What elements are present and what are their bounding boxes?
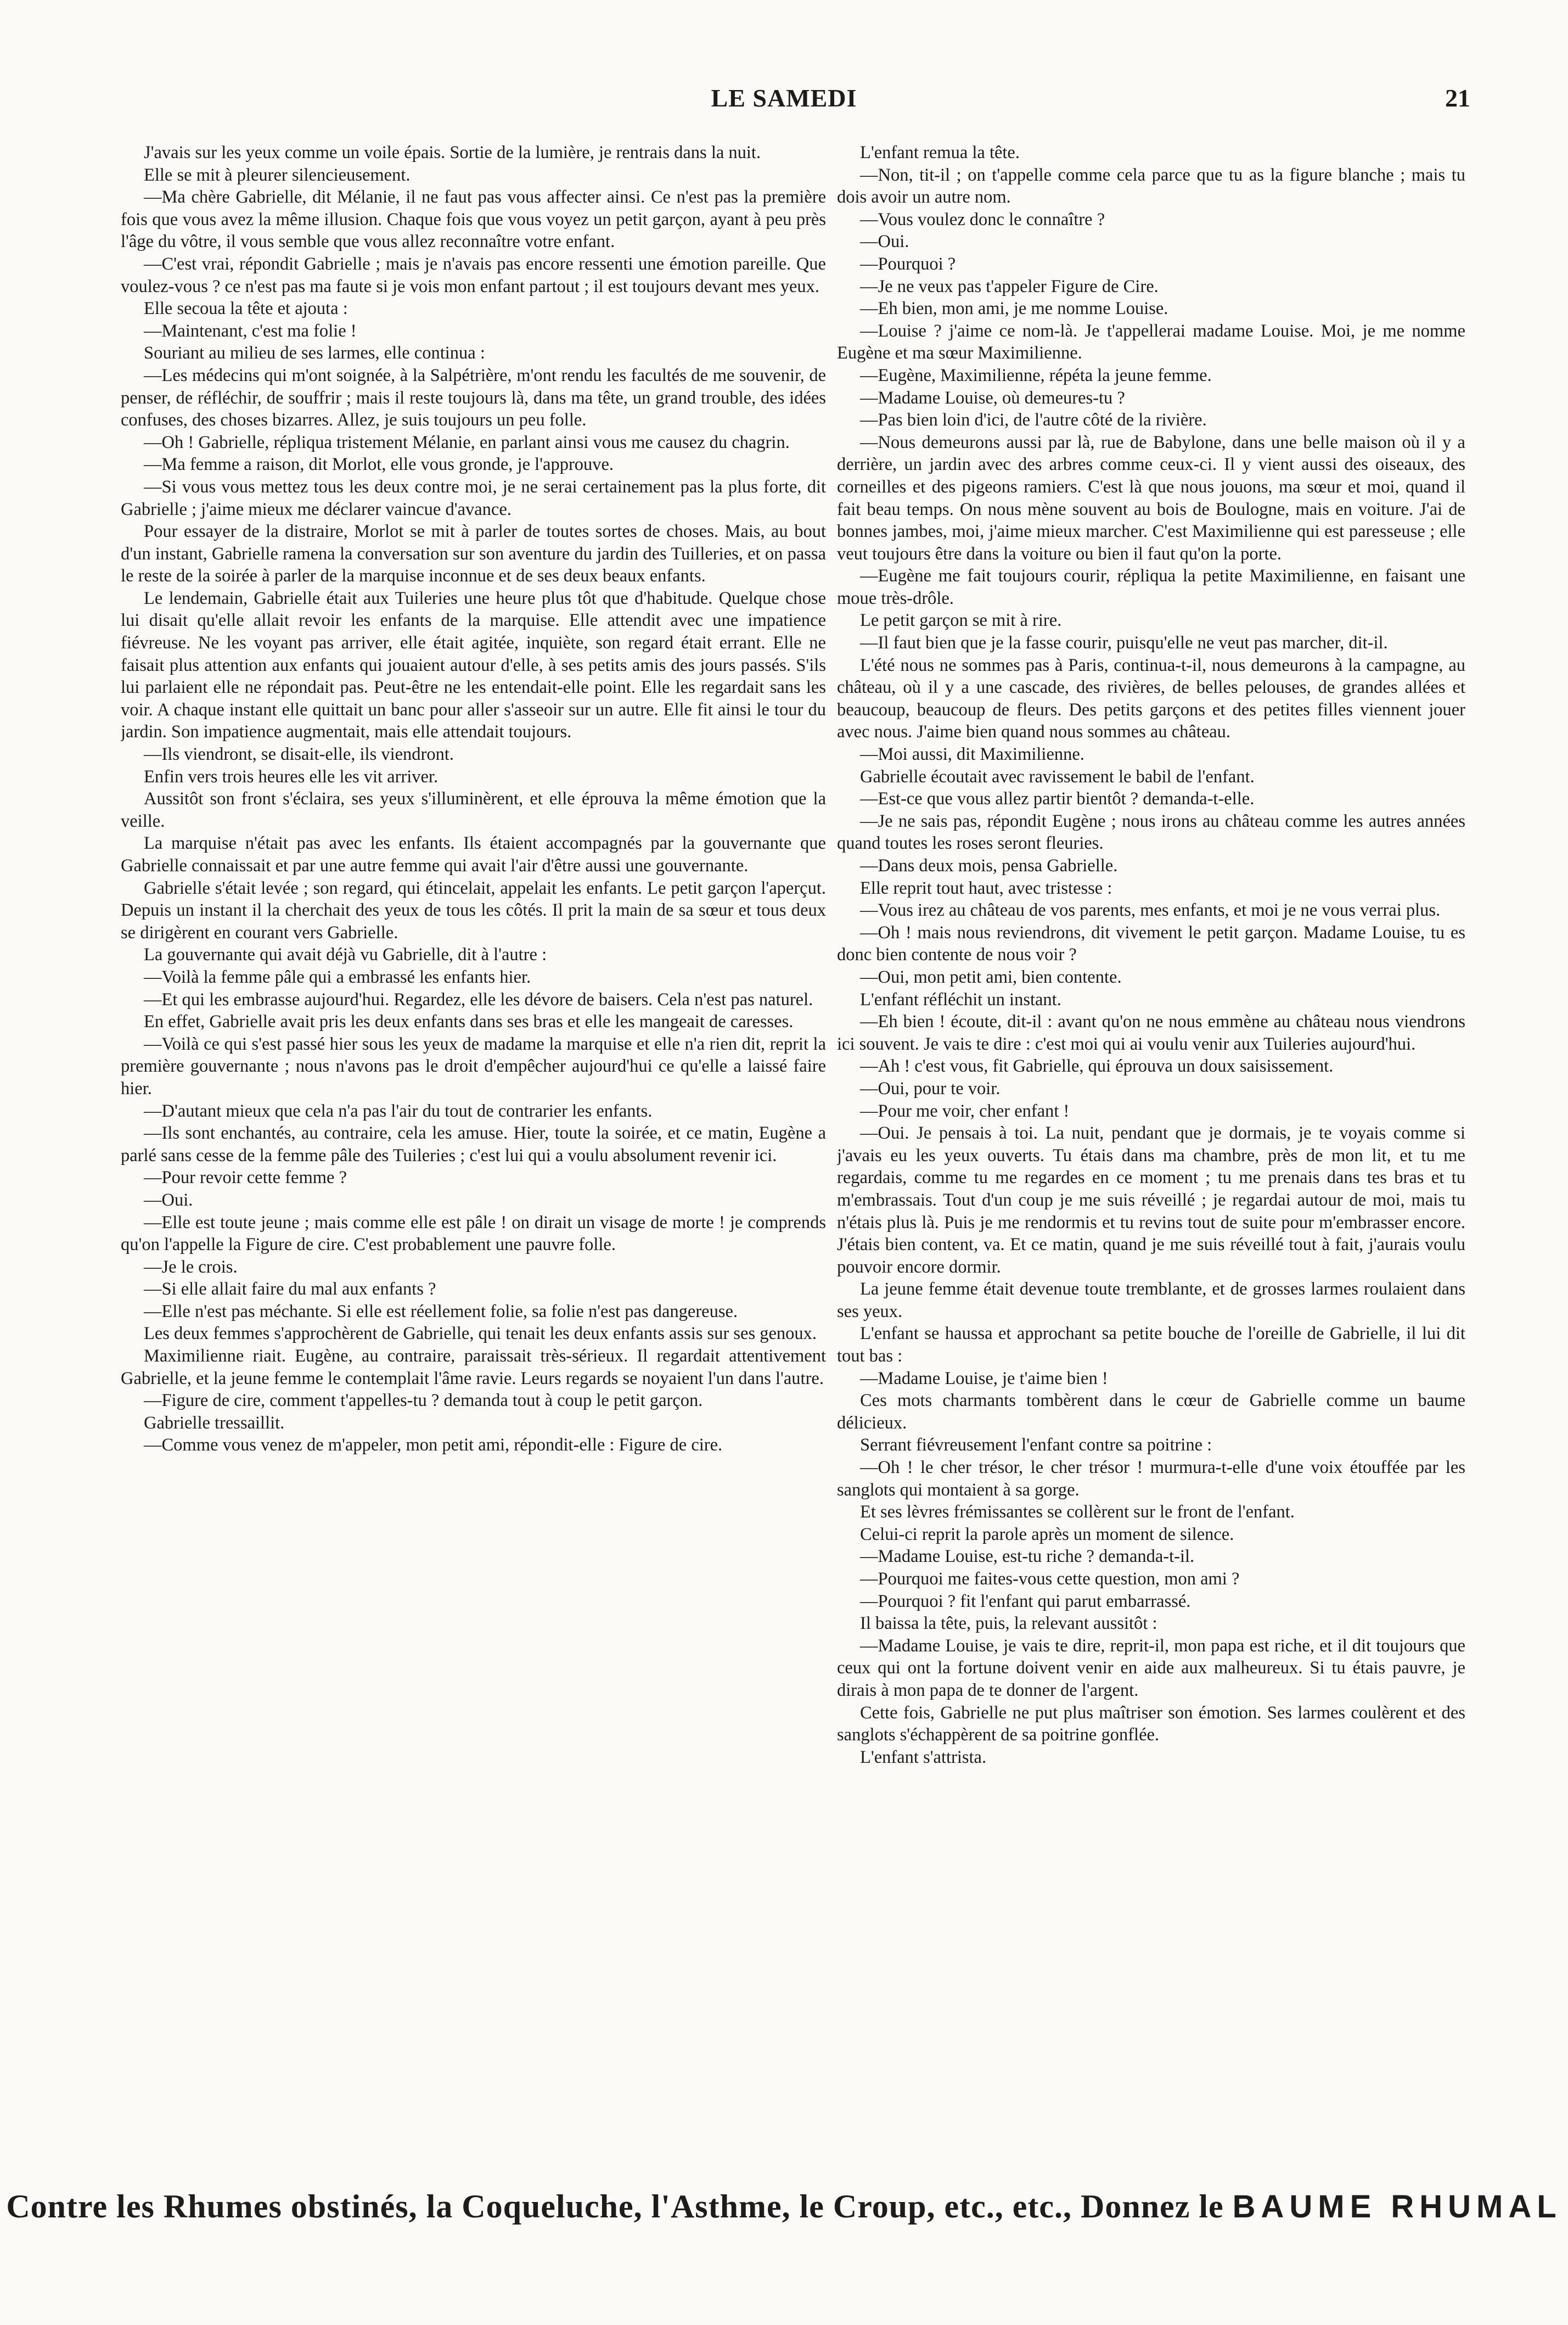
paragraph: —Moi aussi, dit Maximilienne.: [860, 744, 1084, 765]
paragraph: —Les médecins qui m'ont soignée, à la Salpétrière, m'ont rendu les facultés de me souvenir, de penser, de réfléchir, de souffrir ; mais il reste toujours là, dans ma tête, un grand trouble, des idées confuses, des choses bizarres. Allez, je suis toujours un peu folle.: [121, 365, 826, 430]
paragraph: L'enfant se haussa et approchant sa petite bouche de l'oreille de Gabrielle, il lui dit tout bas :: [837, 1324, 1465, 1366]
paragraph: —Vous voulez donc le connaître ?: [860, 209, 1105, 229]
paragraph: —Nous demeurons aussi par là, rue de Babylone, dans une belle maison où il y a derrière, un jardin avec des arbres comme ceux-ci. Il y vient aussi des oiseaux, des corneilles et des pigeons ramiers. C'est là que nous jouons, ma sœur et moi, quand il fait beau temps. On nous mène souvent au bois de Boulogne, mais en voiture. J'ai de bonnes jambes, moi, j'aime mieux marcher. C'est Maximilienne qui est paresseuse ; elle veut toujours être dans la voiture ou bien il faut qu'on la porte.: [837, 432, 1465, 564]
paragraph: Aussitôt son front s'éclaira, ses yeux s'illuminèrent, et elle éprouva la même émotion que la veille.: [121, 789, 826, 831]
paragraph: —Pour me voir, cher enfant !: [860, 1101, 1070, 1121]
paragraph: L'enfant remua la tête.: [860, 143, 1020, 163]
paragraph: Enfin vers trois heures elle les vit arriver.: [144, 766, 439, 787]
paragraph: Le lendemain, Gabrielle était aux Tuileries une heure plus tôt que d'habitude. Quelque chose lui disait qu'elle allait revoir les enfants de la marquise. Elle attendit avec une impatience fiévreuse. Ne les voyant pas arriver, elle était agitée, inquiète, son regard était errant. Elle ne faisait plus attention aux enfants qui jouaient autour d'elle, à ses petits amis des jours passés. S'ils lui parlaient elle ne répondait pas. Peut-être ne les entendait-elle point. Elle les regardait sans les voir. A chaque instant elle quittait un banc pour aller s'asseoir sur un autre. Elle fit ainsi le tour du jardin. Son impatience augmentait, mais elle attendait toujours.: [121, 588, 826, 742]
running-title: LE SAMEDI: [711, 84, 857, 112]
paragraph: —Comme vous venez de m'appeler, mon petit ami, répondit-elle : Figure de cire.: [144, 1435, 723, 1455]
paragraph: Les deux femmes s'approchèrent de Gabrielle, qui tenait les deux enfants assis sur ses genoux.: [144, 1324, 817, 1344]
paragraph: La jeune femme était devenue toute tremblante, et de grosses larmes roulaient dans ses yeux.: [837, 1279, 1465, 1321]
advertisement-text: Contre les Rhumes obstinés, la Coqueluche, l'Asthme, le Croup, etc., etc., Donnez le: [6, 2188, 1224, 2225]
paragraph: —Eugène me fait toujours courir, répliqua la petite Maximilienne, en faisant une moue très-drôle.: [837, 566, 1465, 608]
paragraph: L'été nous ne sommes pas à Paris, continua-t-il, nous demeurons à la campagne, au château, où il y a une cascade, des rivières, de belles pelouses, de grandes allées et beaucoup, beaucoup de fleurs. Des petits garçons et des petites filles viennent jouer avec nous. J'aime bien quand nous sommes au château.: [837, 655, 1465, 742]
paragraph: Ces mots charmants tombèrent dans le cœur de Gabrielle comme un baume délicieux.: [837, 1391, 1465, 1433]
paragraph: Celui-ci reprit la parole après un moment de silence.: [860, 1524, 1234, 1544]
paragraph: —Voilà ce qui s'est passé hier sous les yeux de madame la marquise et elle n'a rien dit, reprit la première gouvernante ; nous n'avons pas le droit d'empêcher aujourd'hui ce qu'elle a laissé faire hier.: [121, 1034, 826, 1099]
paragraph: En effet, Gabrielle avait pris les deux enfants dans ses bras et elle les mangeait de caresses.: [144, 1012, 794, 1032]
paragraph: —Oui, pour te voir.: [860, 1078, 1001, 1099]
paragraph: —Ma femme a raison, dit Morlot, elle vous gronde, je l'approuve.: [144, 455, 614, 475]
paragraph: —Maintenant, c'est ma folie !: [144, 321, 357, 341]
paragraph: —Elle est toute jeune ; mais comme elle est pâle ! on dirait un visage de morte ! je comprends qu'on l'appelle la Figure de cire. C'est probablement une pauvre folle.: [121, 1212, 826, 1255]
paragraph: —Pourquoi me faites-vous cette question, mon ami ?: [860, 1569, 1240, 1589]
paragraph: Pour essayer de la distraire, Morlot se mit à parler de toutes sortes de choses. Mais, au bout d'un instant, Gabrielle ramena la conversation sur son aventure du jardin des Tuilleries, et on passa le reste de la soirée à parler de la marquise inconnue et de ses deux beaux enfants.: [121, 522, 826, 586]
paragraph: —Oui.: [860, 232, 909, 252]
paragraph: L'enfant réfléchit un instant.: [860, 989, 1061, 1010]
paragraph: Et ses lèvres frémissantes se collèrent sur le front de l'enfant.: [860, 1502, 1295, 1522]
paragraph: —Je le crois.: [144, 1257, 238, 1277]
paragraph: —D'autant mieux que cela n'a pas l'air du tout de contrarier les enfants.: [144, 1101, 653, 1121]
paragraph: —Oh ! Gabrielle, répliqua tristement Mélanie, en parlant ainsi vous me causez du chagrin.: [144, 432, 790, 452]
paragraph: —Ah ! c'est vous, fit Gabrielle, qui éprouva un doux saisissement.: [860, 1056, 1334, 1077]
paragraph: —Madame Louise, je vais te dire, reprit-il, mon papa est riche, et il dit toujours que ceux qui ont la fortune doivent venir en aide aux malheureux. Si tu étais pauvre, je dirais à mon papa de te donner de l'argent.: [837, 1635, 1465, 1700]
paragraph: —Ils viendront, se disait-elle, ils viendront.: [144, 744, 454, 765]
paragraph: —Oui. Je pensais à toi. La nuit, pendant que je dormais, je te voyais comme si j'avais eu les yeux ouverts. Tu étais dans ma chambre, près de mon lit, et tu me regardais, comme tu me regardes en ce moment ; tu me prenais dans tes bras et tu m'embrassais. Tout d'un coup je me suis réveillé ; je regardai autour de moi, mais tu n'étais plus là. Puis je me rendormis et tu revins tout de suite pour m'embrasser encore. J'étais bien content, va. Et ce matin, quand je me suis réveillé tout à fait, j'aurais voulu pouvoir encore dormir.: [837, 1123, 1465, 1277]
paragraph: —Pourquoi ?: [860, 254, 956, 274]
paragraph: —Et qui les embrasse aujourd'hui. Regardez, elle les dévore de baisers. Cela n'est pas naturel.: [144, 989, 813, 1010]
paragraph: —Ils sont enchantés, au contraire, cela les amuse. Hier, toute la soirée, et ce matin, Eugène a parlé sans cesse de la femme pâle des Tuileries ; c'est lui qui a voulu absolument revenir ici.: [121, 1123, 826, 1166]
paragraph: —Madame Louise, est-tu riche ? demanda-t-il.: [860, 1547, 1195, 1567]
paragraph: Il baissa la tête, puis, la relevant aussitôt :: [860, 1614, 1157, 1634]
paragraph: Souriant au milieu de ses larmes, elle continua :: [144, 343, 485, 363]
paragraph: —Dans deux mois, pensa Gabrielle.: [860, 856, 1118, 876]
paragraph: —Pas bien loin d'ici, de l'autre côté de la rivière.: [860, 410, 1207, 430]
paragraph: —Eugène, Maximilienne, répéta la jeune femme.: [860, 365, 1212, 385]
paragraph: —Oh ! mais nous reviendrons, dit vivement le petit garçon. Madame Louise, tu es donc bien contente de nous voir ?: [837, 922, 1465, 965]
paragraph: Gabrielle s'était levée ; son regard, qui étincelait, appelait les enfants. Le petit garçon l'aperçut. Depuis un instant il la cherchait des yeux de tous les côtés. Il prit la main de sa sœur et tous deux se dirigèrent en courant vers Gabrielle.: [121, 878, 826, 943]
paragraph: —C'est vrai, répondit Gabrielle ; mais je n'avais pas encore ressenti une émotion pareille. Que voulez-vous ? ce n'est pas ma faute si je vois mon enfant partout ; il est toujours devant mes yeux.: [121, 254, 826, 296]
paragraph: Maximilienne riait. Eugène, au contraire, paraissait très-sérieux. Il regardait attentivement Gabrielle, et la jeune femme le contemplait l'âme ravie. Leurs regards se noyaient l'un dans l'autre.: [121, 1346, 826, 1388]
paragraph: —Je ne veux pas t'appeler Figure de Cire.: [860, 276, 1159, 296]
paragraph: Elle secoua la tête et ajouta :: [144, 299, 348, 319]
paragraph: —Est-ce que vous allez partir bientôt ? demanda-t-elle.: [860, 789, 1255, 809]
paragraph: Serrant fiévreusement l'enfant contre sa poitrine :: [860, 1435, 1212, 1455]
page-header: [0, 0, 1568, 132]
paragraph: —Madame Louise, je t'aime bien !: [860, 1368, 1108, 1388]
page-number: 21: [1445, 84, 1470, 112]
paragraph: —Oui.: [144, 1190, 193, 1210]
paragraph: —Non, tit-il ; on t'appelle comme cela parce que tu as la figure blanche ; mais tu dois avoir un autre nom.: [837, 165, 1465, 208]
paragraph: —Louise ? j'aime ce nom-là. Je t'appellerai madame Louise. Moi, je me nomme Eugène et ma sœur Maximilienne.: [837, 321, 1465, 363]
paragraph: —Oui, mon petit ami, bien contente.: [860, 967, 1122, 987]
paragraph: L'enfant s'attrista.: [860, 1747, 987, 1767]
paragraph: Le petit garçon se mit à rire.: [860, 610, 1062, 631]
paragraph: —Madame Louise, où demeures-tu ?: [860, 388, 1125, 408]
paragraph: J'avais sur les yeux comme un voile épais. Sortie de la lumière, je rentrais dans la nuit.: [144, 143, 761, 163]
paragraph: —Oh ! le cher trésor, le cher trésor ! murmura-t-elle d'une voix étouffée par les sanglots qui montaient à sa gorge.: [837, 1458, 1465, 1500]
right-column: [837, 142, 1465, 2162]
paragraph: Gabrielle écoutait avec ravissement le babil de l'enfant.: [860, 766, 1255, 787]
paragraph: —Eh bien ! écoute, dit-il : avant qu'on ne nous emmène au château nous viendrons ici souvent. Je vais te dire : c'est moi qui ai voulu venir aux Tuileries aujourd'hui.: [837, 1012, 1465, 1054]
paragraph: —Si vous vous mettez tous les deux contre moi, je ne serai certainement pas la plus forte, dit Gabrielle ; j'aime mieux me déclarer vaincue d'avance.: [121, 477, 826, 519]
paragraph: —Eh bien, mon ami, je me nomme Louise.: [860, 299, 1168, 319]
paragraph: —Pourquoi ? fit l'enfant qui parut embarrassé.: [860, 1591, 1191, 1611]
paragraph: —Ma chère Gabrielle, dit Mélanie, il ne faut pas vous affecter ainsi. Ce n'est pas la première fois que vous avez la même illusion. Chaque fois que vous voyez un petit garçon, ayant à peu près l'âge du vôtre, il vous semble que vous allez reconnaître votre enfant.: [121, 187, 826, 252]
paragraph: La gouvernante qui avait déjà vu Gabrielle, dit à l'autre :: [144, 945, 547, 965]
paragraph: —Pour revoir cette femme ?: [144, 1168, 347, 1188]
advertisement-brand: BAUME RHUMAL: [1232, 2189, 1562, 2225]
paragraph: —Vous irez au château de vos parents, mes enfants, et moi je ne vous verrai plus.: [860, 900, 1441, 921]
advertisement-banner: [0, 2188, 1568, 2226]
left-column: [121, 142, 826, 2162]
paragraph: Elle se mit à pleurer silencieusement.: [144, 165, 411, 185]
paragraph: Cette fois, Gabrielle ne put plus maîtriser son émotion. Ses larmes coulèrent et des sanglots s'échappèrent de sa poitrine gonflée.: [837, 1702, 1465, 1745]
paragraph: —Elle n'est pas méchante. Si elle est réellement folie, sa folie n'est pas dangereuse.: [144, 1301, 738, 1321]
paragraph: Elle reprit tout haut, avec tristesse :: [860, 878, 1112, 898]
paragraph: Gabrielle tressaillit.: [144, 1413, 285, 1433]
paragraph: —Je ne sais pas, répondit Eugène ; nous irons au château comme les autres années quand toutes les roses seront fleuries.: [837, 811, 1465, 854]
paragraph: —Si elle allait faire du mal aux enfants ?: [144, 1279, 436, 1299]
paragraph: La marquise n'était pas avec les enfants. Ils étaient accompagnés par la gouvernante que Gabrielle connaissait et par une autre femme qui avait l'air d'être aussi une gouvernante.: [121, 833, 826, 876]
paragraph: —Voilà la femme pâle qui a embrassé les enfants hier.: [144, 967, 531, 987]
paragraph: —Figure de cire, comment t'appelles-tu ? demanda tout à coup le petit garçon.: [144, 1391, 703, 1411]
paragraph: —Il faut bien que je la fasse courir, puisqu'elle ne veut pas marcher, dit-il.: [860, 633, 1388, 653]
